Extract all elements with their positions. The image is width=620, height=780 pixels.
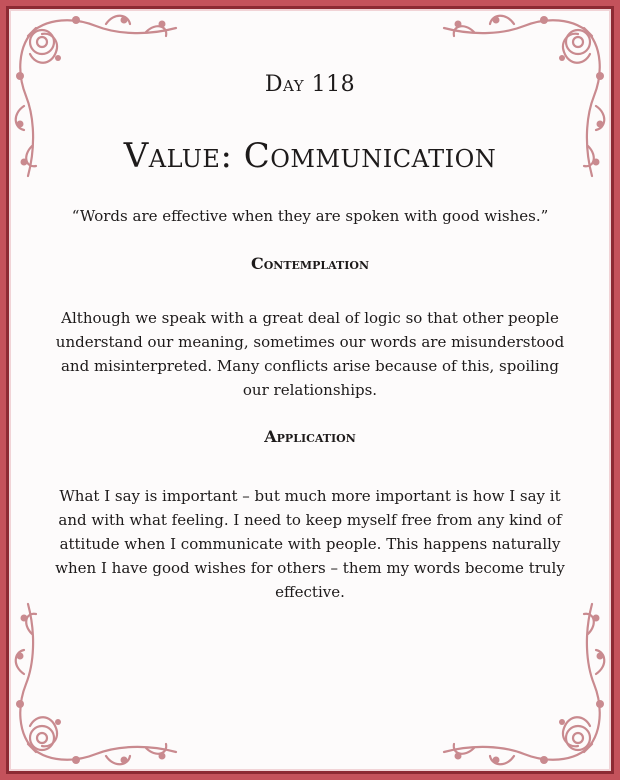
application-text: What I say is important – but much more important is how I say it and with what feeling. I need to keep myself free from any kind of attitude when I communicate with people. This happens naturally when I have good wishes for others – them my words become truly effective. — [55, 487, 565, 601]
quote: “Words are effective when they are spoken with good wishes.” — [71, 207, 549, 225]
contemplation-heading: Contemplation — [250, 254, 370, 273]
day-title: Day 118 — [264, 72, 356, 97]
value-title: Value: Communication — [123, 136, 497, 176]
page-content — [40, 0, 580, 780]
contemplation-text: Although we speak with a great deal of logic so that other people understand our meaning, sometimes our words are misunderstood and misinterpreted. Many conflicts arise because of this, spoiling our relationships. — [55, 309, 565, 399]
application-heading: Application — [264, 427, 356, 446]
